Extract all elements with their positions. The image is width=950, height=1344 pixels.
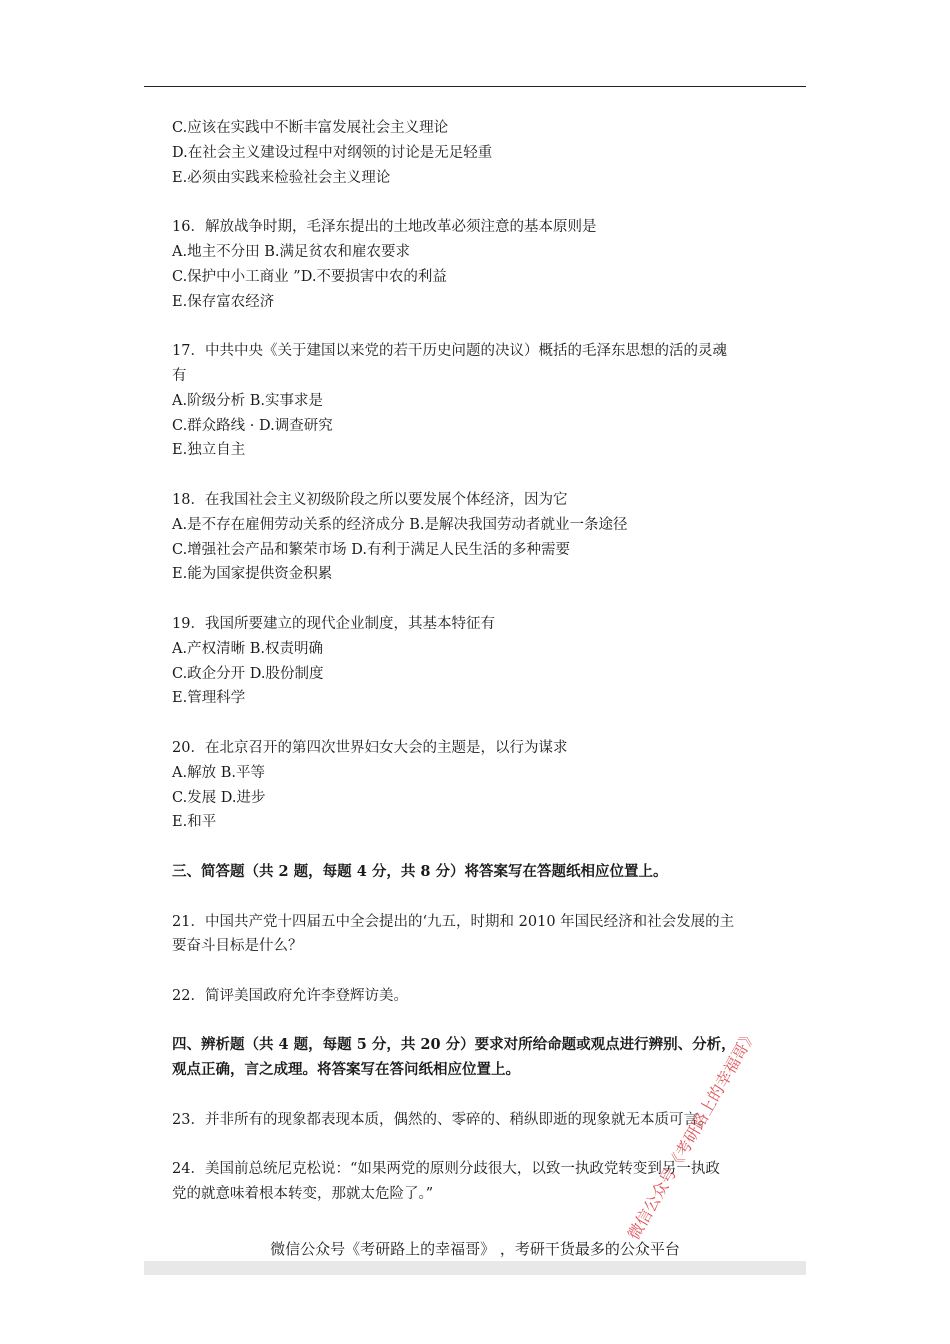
text-line: C.政企分开 D.股份制度 (172, 665, 324, 682)
footer-bar (144, 1261, 806, 1275)
text-line: 18．在我国社会主义初级阶段之所以要发展个体经济，因为它 (172, 491, 568, 508)
text-line: A.地主不分田 B.满足贫农和雇农要求 (172, 243, 410, 260)
text-line: D.在社会主义建设过程中对纲领的讨论是无足轻重 (172, 144, 493, 161)
text-line: E.必须由实践来检验社会主义理论 (172, 169, 391, 186)
blank-line (172, 190, 812, 215)
text-line: 24．美国前总统尼克松说：“如果两党的原则分歧很大，以致一执政党转变到另一执政 (172, 1161, 720, 1178)
text-line: 20．在北京召开的第四次世界妇女大会的主题是，以行为谋求 (172, 739, 568, 756)
text-line: 17．中共中央《关于建国以来党的若干历史问题的决议）概括的毛泽东思想的活的灵魂 (172, 343, 727, 360)
text-line: A.阶级分析 B.实事求是 (172, 392, 323, 409)
blank-line (172, 711, 812, 736)
blank-line (172, 835, 812, 860)
text-line: E.独立自主 (172, 442, 246, 459)
text-line: A.解放 B.平等 (172, 764, 265, 781)
text-line: C.发展 D.进步 (172, 789, 266, 806)
text-line: E.和平 (172, 814, 217, 831)
blank-line (172, 314, 812, 339)
text-line: C.群众路线 · D.调查研究 (172, 417, 333, 434)
blank-line (172, 885, 812, 910)
top-rule (144, 86, 806, 87)
document-body (172, 116, 812, 1207)
text-line: C.增强社会产品和繁荣市场 D.有利于满足人民生活的多种需要 (172, 541, 571, 558)
text-line: 19．我国所要建立的现代企业制度，其基本特征有 (172, 615, 495, 632)
text-line: 有 (172, 367, 187, 384)
watermark-stamp: 微信公众号《考研路上的幸福哥》 (623, 1025, 761, 1244)
blank-line (172, 959, 812, 984)
section-heading: 观点正确，言之成理。将答案写在答问纸相应位置上。 (172, 1061, 520, 1079)
text-line: 22．简评美国政府允许李登辉访美。 (172, 987, 408, 1004)
text-line: C.保护中小工商业 ”D.不要损害中农的利益 (172, 268, 447, 285)
text-line: C.应该在实践中不断丰富发展社会主义理论 (172, 120, 449, 136)
text-line: 23．并非所有的现象都表现本质，偶然的、零碎的、稍纵即逝的现象就无本质可言。 (172, 1111, 713, 1128)
blank-line (172, 587, 812, 612)
text-line: E.保存富农经济 (172, 293, 275, 310)
section-heading: 三、简答题（共 2 题，每题 4 分，共 8 分）将答案写在答题纸相应位置上。 (172, 862, 668, 880)
text-line: 16．解放战争时期，毛泽东提出的土地改革必须注意的基本原则是 (172, 219, 597, 236)
blank-line (172, 1009, 812, 1034)
text-line: A.产权清晰 B.权责明确 (172, 640, 323, 657)
section-heading: 四、辨析题（共 4 题，每题 5 分，共 20 分）要求对所给命题或观点进行辨别、分析， (172, 1036, 736, 1054)
text-line: 党的就意味着根本转变，那就太危险了。” (172, 1186, 434, 1203)
blank-line (172, 1133, 812, 1158)
text-line: 要奋斗目标是什么？ (172, 938, 303, 955)
text-line: 21．中国共产党十四届五中全会提出的‘九五，时期和 2010 年国民经济和社会发展的主 (172, 913, 735, 930)
page-footer: 微信公众号《考研路上的幸福哥》 ，考研干货最多的公众平台 (270, 1240, 680, 1258)
blank-line (172, 463, 812, 488)
text-line: A.是不存在雇佣劳动关系的经济成分 B.是解决我国劳动者就业一条途径 (172, 516, 628, 533)
text-line: E.能为国家提供资金积累 (172, 566, 333, 583)
text-line: E.管理科学 (172, 690, 246, 707)
